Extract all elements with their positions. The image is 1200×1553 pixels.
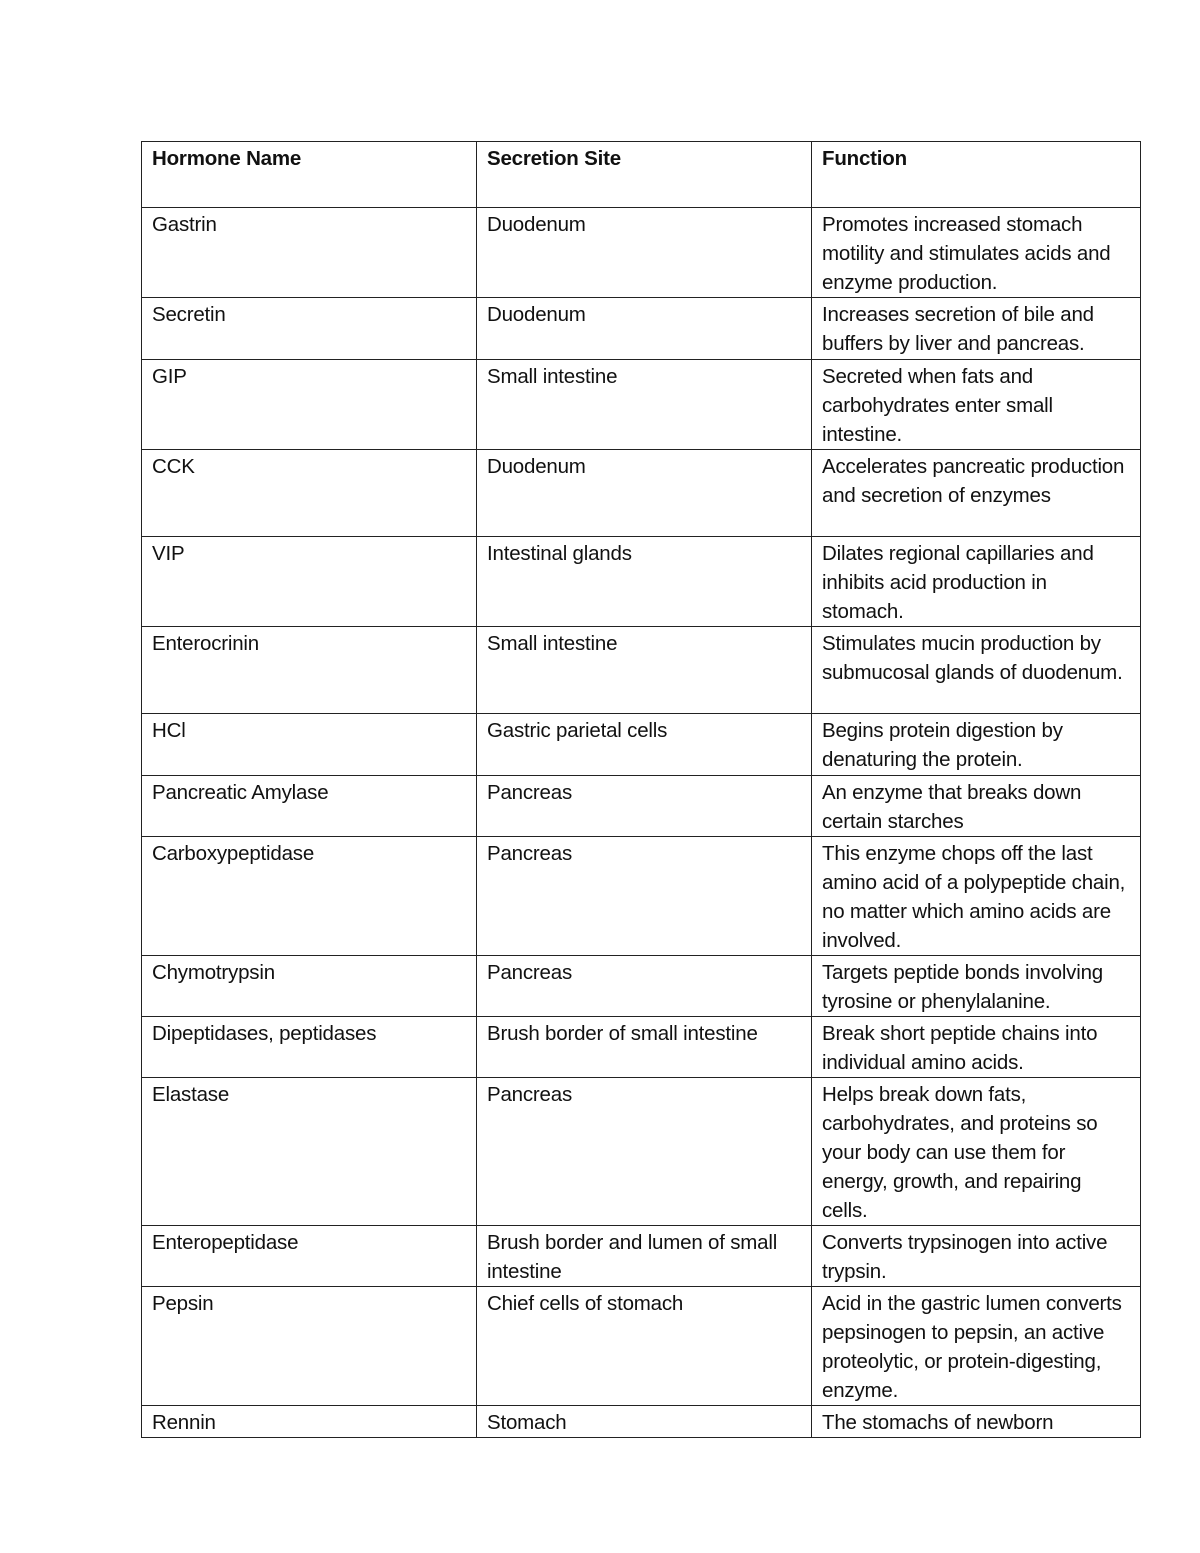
cell-function: Increases secretion of bile and buffers by liver and pancreas. [812, 298, 1141, 360]
table-row [142, 360, 1141, 450]
cell-secretion-site: Small intestine [477, 360, 812, 450]
cell-hormone-name: HCl [142, 714, 477, 776]
table-row [142, 1226, 1141, 1287]
header-row [142, 142, 1141, 208]
cell-secretion-site: Duodenum [477, 298, 812, 360]
cell-secretion-site: Duodenum [477, 450, 812, 537]
cell-secretion-site: Pancreas [477, 1078, 812, 1226]
cell-secretion-site: Pancreas [477, 776, 812, 837]
cell-hormone-name: GIP [142, 360, 477, 450]
cell-function: Begins protein digestion by denaturing the protein. [812, 714, 1141, 776]
table-row [142, 208, 1141, 298]
cell-function: Secreted when fats and carbohydrates enter small intestine. [812, 360, 1141, 450]
header-hormone-name: Hormone Name [142, 142, 477, 208]
table-row [142, 714, 1141, 776]
hormone-table [141, 141, 1141, 1438]
table-row [142, 776, 1141, 837]
header-secretion-site: Secretion Site [477, 142, 812, 208]
cell-function: Accelerates pancreatic production and secretion of enzymes [812, 450, 1141, 537]
cell-hormone-name: Chymotrypsin [142, 956, 477, 1017]
cell-function: An enzyme that breaks down certain starches [812, 776, 1141, 837]
table-row [142, 1078, 1141, 1226]
cell-secretion-site: Stomach [477, 1406, 812, 1438]
cell-secretion-site: Chief cells of stomach [477, 1287, 812, 1406]
cell-hormone-name: Enteropeptidase [142, 1226, 477, 1287]
cell-function: Helps break down fats, carbohydrates, and proteins so your body can use them for energy, growth, and repairing cells. [812, 1078, 1141, 1226]
table-row [142, 537, 1141, 627]
cell-function: Stimulates mucin production by submucosal glands of duodenum. [812, 627, 1141, 714]
cell-secretion-site: Gastric parietal cells [477, 714, 812, 776]
table-row [142, 627, 1141, 714]
cell-hormone-name: Rennin [142, 1406, 477, 1438]
table-row [142, 1017, 1141, 1078]
cell-secretion-site: Pancreas [477, 956, 812, 1017]
cell-secretion-site: Intestinal glands [477, 537, 812, 627]
cell-secretion-site: Duodenum [477, 208, 812, 298]
cell-function: Break short peptide chains into individual amino acids. [812, 1017, 1141, 1078]
cell-function: This enzyme chops off the last amino acid of a polypeptide chain, no matter which amino acids are involved. [812, 837, 1141, 956]
cell-hormone-name: Carboxypeptidase [142, 837, 477, 956]
cell-function: Converts trypsinogen into active trypsin. [812, 1226, 1141, 1287]
cell-hormone-name: Enterocrinin [142, 627, 477, 714]
cell-function: The stomachs of newborn [812, 1406, 1141, 1438]
table-row [142, 450, 1141, 537]
table-row [142, 837, 1141, 956]
cell-hormone-name: Secretin [142, 298, 477, 360]
table-row [142, 1406, 1141, 1438]
cell-secretion-site: Brush border and lumen of small intestine [477, 1226, 812, 1287]
cell-hormone-name: VIP [142, 537, 477, 627]
table-row [142, 956, 1141, 1017]
cell-function: Acid in the gastric lumen converts pepsinogen to pepsin, an active proteolytic, or protein-digesting, enzyme. [812, 1287, 1141, 1406]
cell-hormone-name: Pepsin [142, 1287, 477, 1406]
cell-hormone-name: Pancreatic Amylase [142, 776, 477, 837]
cell-function: Targets peptide bonds involving tyrosine or phenylalanine. [812, 956, 1141, 1017]
cell-secretion-site: Brush border of small intestine [477, 1017, 812, 1078]
cell-secretion-site: Pancreas [477, 837, 812, 956]
table-row [142, 1287, 1141, 1406]
cell-hormone-name: Gastrin [142, 208, 477, 298]
table-row [142, 298, 1141, 360]
cell-function: Dilates regional capillaries and inhibits acid production in stomach. [812, 537, 1141, 627]
cell-function: Promotes increased stomach motility and stimulates acids and enzyme production. [812, 208, 1141, 298]
header-function: Function [812, 142, 1141, 208]
cell-hormone-name: Dipeptidases, peptidases [142, 1017, 477, 1078]
cell-secretion-site: Small intestine [477, 627, 812, 714]
cell-hormone-name: Elastase [142, 1078, 477, 1226]
cell-hormone-name: CCK [142, 450, 477, 537]
